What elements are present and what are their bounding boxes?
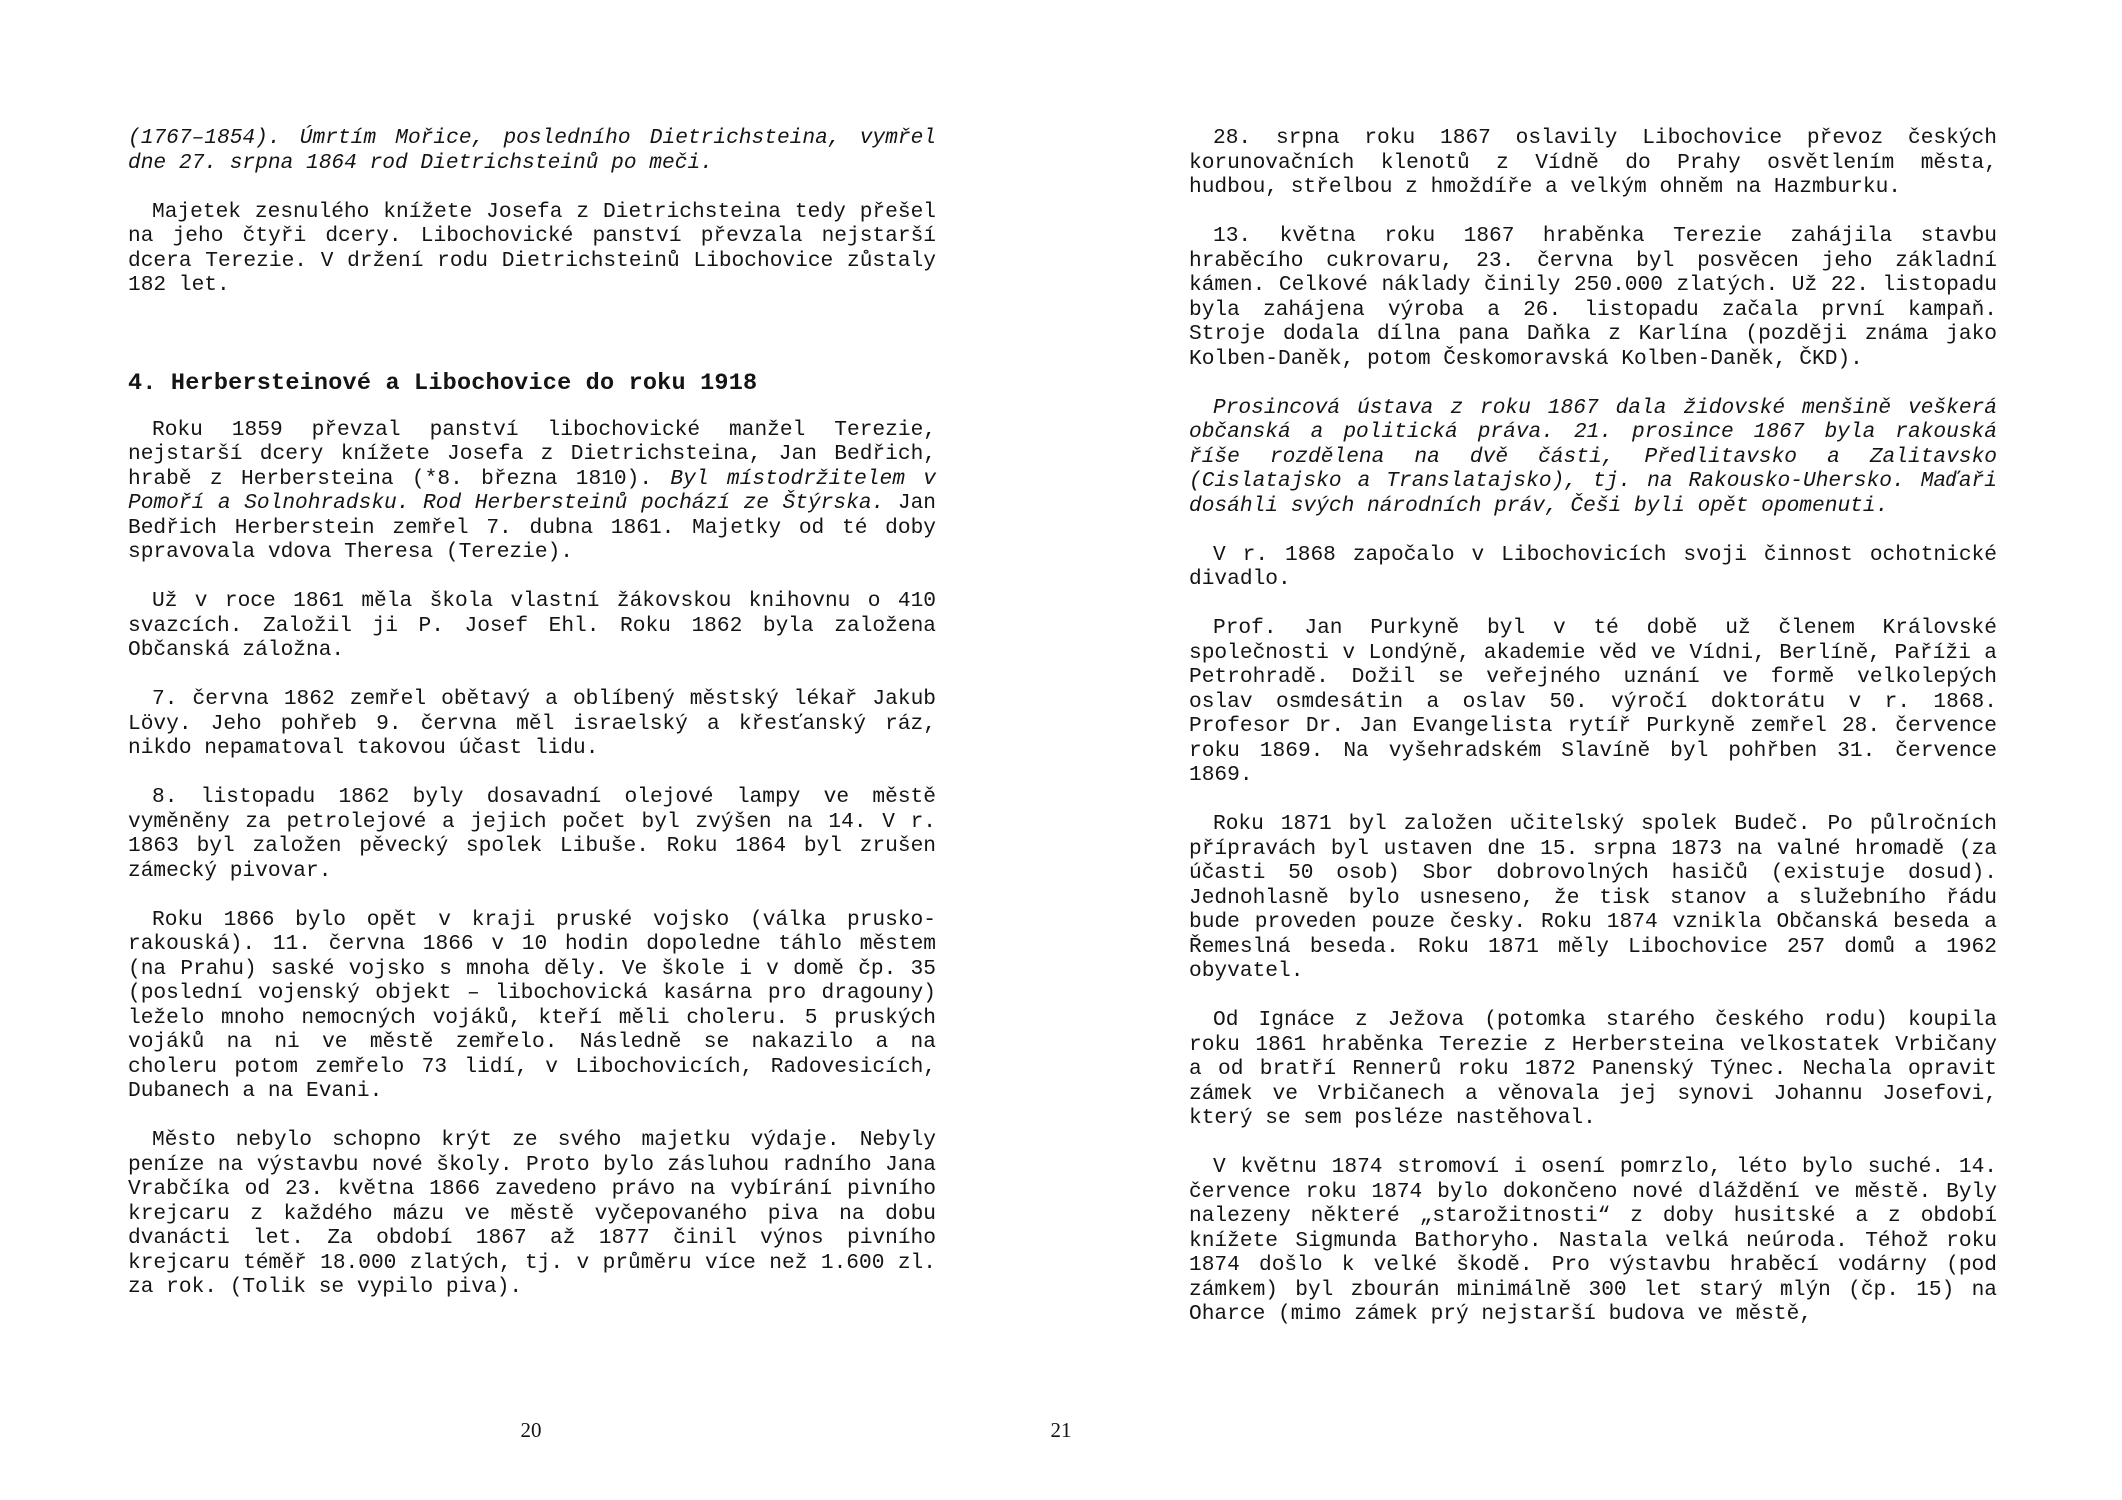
right-paragraph-1: 28. srpna roku 1867 oslavily Libochovice převoz českých korunovačních klenotů z Vídně do Prahy osvětlením města, hudbou, střelbou z hmoždíře a velkým ohněm na Hazmburku. (1189, 126, 1997, 199)
left-paragraph-4: 7. června 1862 zemřel obětavý a oblíbený městský lékař Jakub Lövy. Jeho pohřeb 9. června měl israelský a křesťanský ráz, nikdo nepamatoval takovou účast lidu. (128, 687, 936, 760)
right-paragraph-5: Prof. Jan Purkyně byl v té době už členem Královské společnosti v Londýně, akademie věd ve Vídni, Berlíně, Paříži a Petrohradě. Dožil se veřejného uznání ve formě velkolepých oslav osmdesátin a oslav 50. výročí doktorátu v r. 1868. Profesor Dr. Jan Evangelista rytíř Purkyně zemřel 28. července roku 1869. Na vyšehradském Slavíně byl pohřben 31. července 1869. (1189, 616, 1997, 787)
left-paragraph-7: Město nebylo schopno krýt ze svého majetku výdaje. Nebyly peníze na výstavbu nové školy. Proto bylo zásluhou radního Jana Vrabčíka od 23. května 1866 zavedeno právo na vybírání pivního krejcaru z každého mázu ve městě vyčepovaného piva na dobu dvanácti let. Za období 1867 až 1877 činil výnos pivního krejcaru téměř 18.000 zlatých, tj. v průměru více než 1.600 zl. za rok. (Tolik se vypilo piva). (128, 1128, 936, 1299)
right-paragraph-4: V r. 1868 započalo v Libochovicích svoji činnost ochotnické divadlo. (1189, 542, 1997, 591)
left-paragraph-1: Majetek zesnulého knížete Josefa z Dietrichsteina tedy přešel na jeho čtyři dcery. Libochovické panství převzala nejstarší dcera Terezie. V držení rodu Dietrichsteinů Libochovice zůstaly 182 let. (128, 199, 936, 297)
right-page (1050, 0, 2122, 1500)
p2-part-b-italic: Byl místodržitelem v Pomoří a Solnohradsku. Rod Herbersteinů pochází ze Štýrska. (128, 466, 936, 515)
p2-part-a: Roku 1859 převzal panství libochovické manžel Terezie, nejstarší dcery knížete Josefa z Dietrichsteina, Jan Bedřich, hrabě z Herbersteina (*8. března 1810). (128, 417, 936, 491)
right-paragraph-3-italic: Prosincová ústava z roku 1867 dala židovské menšině veškerá občanská a politická práva. 21. prosince 1867 byla rakouská říše rozdělena na dvě části, Předlitavsko a Zalitavsko (Cislatajsko a Translatajsko), tj. na Rakousko-Uhersko. Maďaři dosáhli svých národních práv, Češi byli opět opomenuti. (1189, 395, 1997, 518)
left-paragraph-2 (128, 418, 936, 565)
right-paragraph-2: 13. května roku 1867 hraběnka Terezie zahájila stavbu hraběcího cukrovaru, 23. června byl posvěcen jeho základní kámen. Celkové náklady činily 250.000 zlatých. Už 22. listopadu byla zahájena výroba a 26. listopadu začala první kampaň. Stroje dodala dílna pana Daňka z Karlína (později známa jako Kolben-Daněk, potom Českomoravská Kolben-Daněk, ČKD). (1189, 224, 1997, 371)
right-paragraph-6: Roku 1871 byl založen učitelský spolek Budeč. Po půlročních přípravách byl ustaven dne 15. srpna 1873 na valné hromadě (za účasti 50 osob) Sbor dobrovolných hasičů (existuje dosud). Jednohlasně bylo usneseno, že tisk stanov a služebního řádu bude proveden pouze česky. Roku 1874 vznikla Občanská beseda a Řemeslná beseda. Roku 1871 měly Libochovice 257 domů a 1962 obyvatel. (1189, 812, 1997, 983)
chapter-heading: 4. Herbersteinové a Libochovice do roku 1918 (128, 369, 758, 397)
right-paragraph-8: V květnu 1874 stromoví i osení pomrzlo, léto bylo suché. 14. července roku 1874 bylo dokončeno nové dláždění ve městě. Byly nalezeny některé „starožitnosti“ z doby husitské a z období knížete Sigmunda Bathoryho. Nastala velká neúroda. Téhož roku 1874 došlo k velké škodě. Pro výstavbu hraběcí vodárny (pod zámkem) byl zbourán minimálně 300 let starý mlýn (čp. 15) na Oharce (mimo zámek prý nejstarší budova ve městě, (1189, 1155, 1997, 1326)
left-page-number: 20 (520, 1418, 542, 1442)
right-paragraph-7: Od Ignáce z Ježova (potomka starého českého rodu) koupila roku 1861 hraběnka Terezie z Herbersteina velkostatek Vrbičany a od bratří Rennerů roku 1872 Panenský Týnec. Nechala opravit zámek ve Vrbičanech a věnovala jej synovi Johannu Josefovi, který se sem posléze nastěhoval. (1189, 1008, 1997, 1130)
left-paragraph-5: 8. listopadu 1862 byly dosavadní olejové lampy ve městě vyměněny za petrolejové a jejich počet byl zvýšen na 14. V r. 1863 byl založen pěvecký spolek Libuše. Roku 1864 byl zrušen zámecký pivovar. (128, 785, 936, 883)
p2-part-c: Jan Bedřich Herberstein zemřel 7. dubna 1861. Majetky od té doby spravovala vdova Theresa (Terezie). (128, 491, 936, 564)
right-page-number: 21 (1050, 1418, 1072, 1442)
left-page-text-column (128, 126, 936, 1324)
right-page-text-column (1189, 126, 1997, 1351)
left-paragraph-3: Už v roce 1861 měla škola vlastní žákovskou knihovnu o 410 svazcích. Založil ji P. Josef Ehl. Roku 1862 byla založena Občanská záložna. (128, 589, 936, 662)
left-paragraph-6: Roku 1866 bylo opět v kraji pruské vojsko (válka prusko-rakouská). 11. června 1866 v 10 hodin dopoledne táhlo městem (na Prahu) saské vojsko s mnoha děly. Ve škole i v domě čp. 35 (poslední vojenský objekt – libochovická kasárna pro dragouny) leželo mnoho nemocných vojáků, kteří měli choleru. 5 pruských vojáků na ni ve městě zemřelo. Následně se nakazilo a na choleru potom zemřelo 73 lidí, v Libochovicích, Radovesicích, Dubanech a na Evani. (128, 907, 936, 1103)
left-paragraph-continuation: (1767–1854). Úmrtím Mořice, posledního Dietrichsteina, vymřel dne 27. srpna 1864 rod Dietrichsteinů po meči. (128, 126, 936, 175)
